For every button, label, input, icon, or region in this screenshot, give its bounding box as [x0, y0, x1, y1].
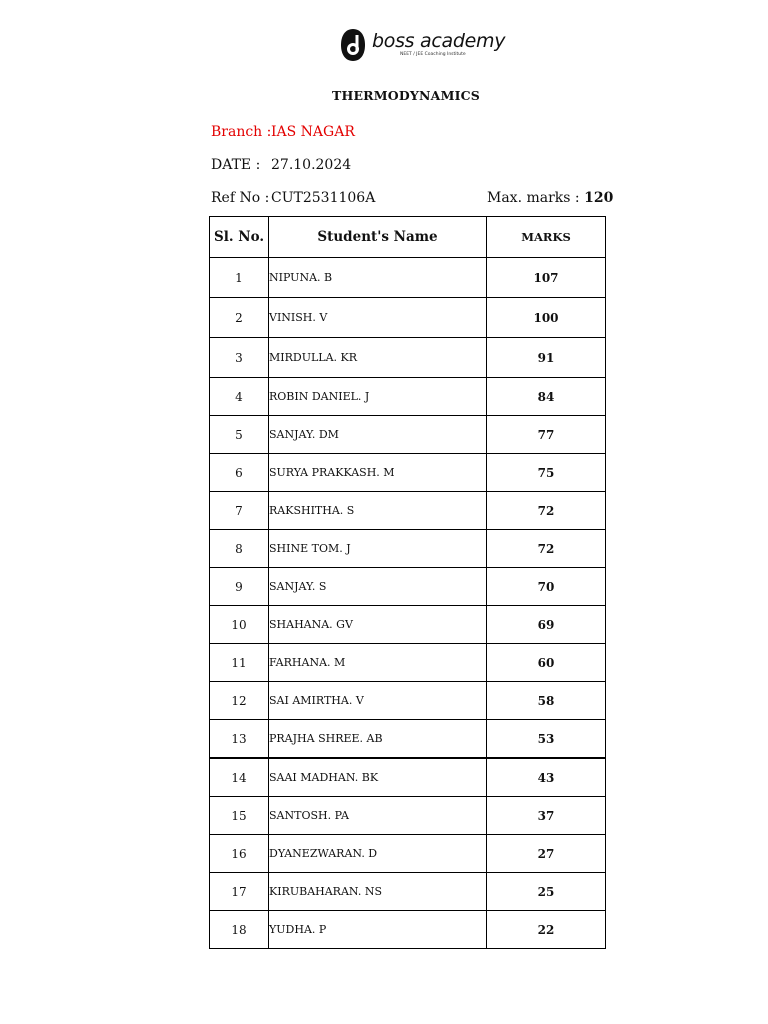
table-row: [210, 682, 606, 720]
row-marks: 53: [487, 720, 606, 759]
branch-value: IAS NAGAR: [271, 124, 355, 140]
row-student-name: SAAI MADHAN. BK: [269, 758, 487, 797]
table-row: [210, 720, 606, 759]
table-row: [210, 758, 606, 797]
table-row: [210, 835, 606, 873]
row-sl-no: 17: [210, 873, 269, 911]
table-row: [210, 298, 606, 338]
row-marks: 58: [487, 682, 606, 720]
row-marks: 107: [487, 258, 606, 298]
row-sl-no: 15: [210, 797, 269, 835]
row-student-name: NIPUNA. B: [269, 258, 487, 298]
row-student-name: SANJAY. S: [269, 568, 487, 606]
logo: [338, 26, 506, 64]
date-label: DATE :: [211, 157, 261, 173]
marks-table: [209, 216, 606, 949]
row-sl-no: 7: [210, 492, 269, 530]
row-student-name: SHAHANA. GV: [269, 606, 487, 644]
row-sl-no: 16: [210, 835, 269, 873]
row-marks: 84: [487, 378, 606, 416]
row-marks: 100: [487, 298, 606, 338]
table-row: [210, 492, 606, 530]
row-student-name: SANJAY. DM: [269, 416, 487, 454]
header-student-name: Student's Name: [269, 217, 487, 258]
table-row: [210, 873, 606, 911]
row-sl-no: 2: [210, 298, 269, 338]
row-sl-no: 1: [210, 258, 269, 298]
row-marks: 91: [487, 338, 606, 378]
table-row: [210, 338, 606, 378]
date-value: 27.10.2024: [271, 157, 352, 173]
branch-label: Branch :: [211, 124, 272, 140]
row-sl-no: 8: [210, 530, 269, 568]
row-sl-no: 14: [210, 758, 269, 797]
table-row: [210, 378, 606, 416]
row-marks: 77: [487, 416, 606, 454]
table-row: [210, 797, 606, 835]
table-row: [210, 911, 606, 949]
row-sl-no: 3: [210, 338, 269, 378]
max-marks-value: 120: [584, 190, 614, 206]
ref-line: [211, 190, 375, 206]
row-student-name: SAI AMIRTHA. V: [269, 682, 487, 720]
table-row: [210, 530, 606, 568]
page-title: THERMODYNAMICS: [331, 88, 481, 103]
table-row: [210, 606, 606, 644]
row-student-name: SURYA PRAKKASH. M: [269, 454, 487, 492]
row-student-name: YUDHA. P: [269, 911, 487, 949]
table-row: [210, 454, 606, 492]
row-marks: 70: [487, 568, 606, 606]
max-marks: [487, 190, 613, 206]
header-marks: MARKS: [487, 217, 606, 258]
row-student-name: FARHANA. M: [269, 644, 487, 682]
row-student-name: KIRUBAHARAN. NS: [269, 873, 487, 911]
row-student-name: VINISH. V: [269, 298, 487, 338]
logo-brand-text: boss academy: [372, 30, 506, 52]
row-sl-no: 10: [210, 606, 269, 644]
row-sl-no: 5: [210, 416, 269, 454]
logo-tagline: NEET / JEE Coaching Institute: [400, 52, 466, 57]
table-row: [210, 568, 606, 606]
table-header-row: [210, 217, 606, 258]
row-student-name: DYANEZWARAN. D: [269, 835, 487, 873]
table-row: [210, 258, 606, 298]
row-student-name: SHINE TOM. J: [269, 530, 487, 568]
row-sl-no: 11: [210, 644, 269, 682]
row-marks: 72: [487, 530, 606, 568]
row-student-name: SANTOSH. PA: [269, 797, 487, 835]
row-sl-no: 12: [210, 682, 269, 720]
row-student-name: RAKSHITHA. S: [269, 492, 487, 530]
row-marks: 72: [487, 492, 606, 530]
row-marks: 22: [487, 911, 606, 949]
row-student-name: PRAJHA SHREE. AB: [269, 720, 487, 759]
row-marks: 37: [487, 797, 606, 835]
row-sl-no: 18: [210, 911, 269, 949]
table-row: [210, 644, 606, 682]
row-marks: 60: [487, 644, 606, 682]
row-sl-no: 4: [210, 378, 269, 416]
boss-academy-logo-icon: [340, 28, 366, 62]
row-sl-no: 13: [210, 720, 269, 759]
row-marks: 27: [487, 835, 606, 873]
date-line: [211, 157, 351, 173]
row-sl-no: 9: [210, 568, 269, 606]
row-marks: 43: [487, 758, 606, 797]
branch-line: [211, 124, 355, 140]
ref-label: Ref No :: [211, 190, 270, 206]
ref-value: CUT2531106A: [271, 190, 376, 206]
row-student-name: ROBIN DANIEL. J: [269, 378, 487, 416]
row-sl-no: 6: [210, 454, 269, 492]
table-row: [210, 416, 606, 454]
row-marks: 25: [487, 873, 606, 911]
row-student-name: MIRDULLA. KR: [269, 338, 487, 378]
max-marks-label: Max. marks :: [487, 190, 580, 206]
row-marks: 75: [487, 454, 606, 492]
row-marks: 69: [487, 606, 606, 644]
header-sl-no: Sl. No.: [210, 217, 269, 258]
